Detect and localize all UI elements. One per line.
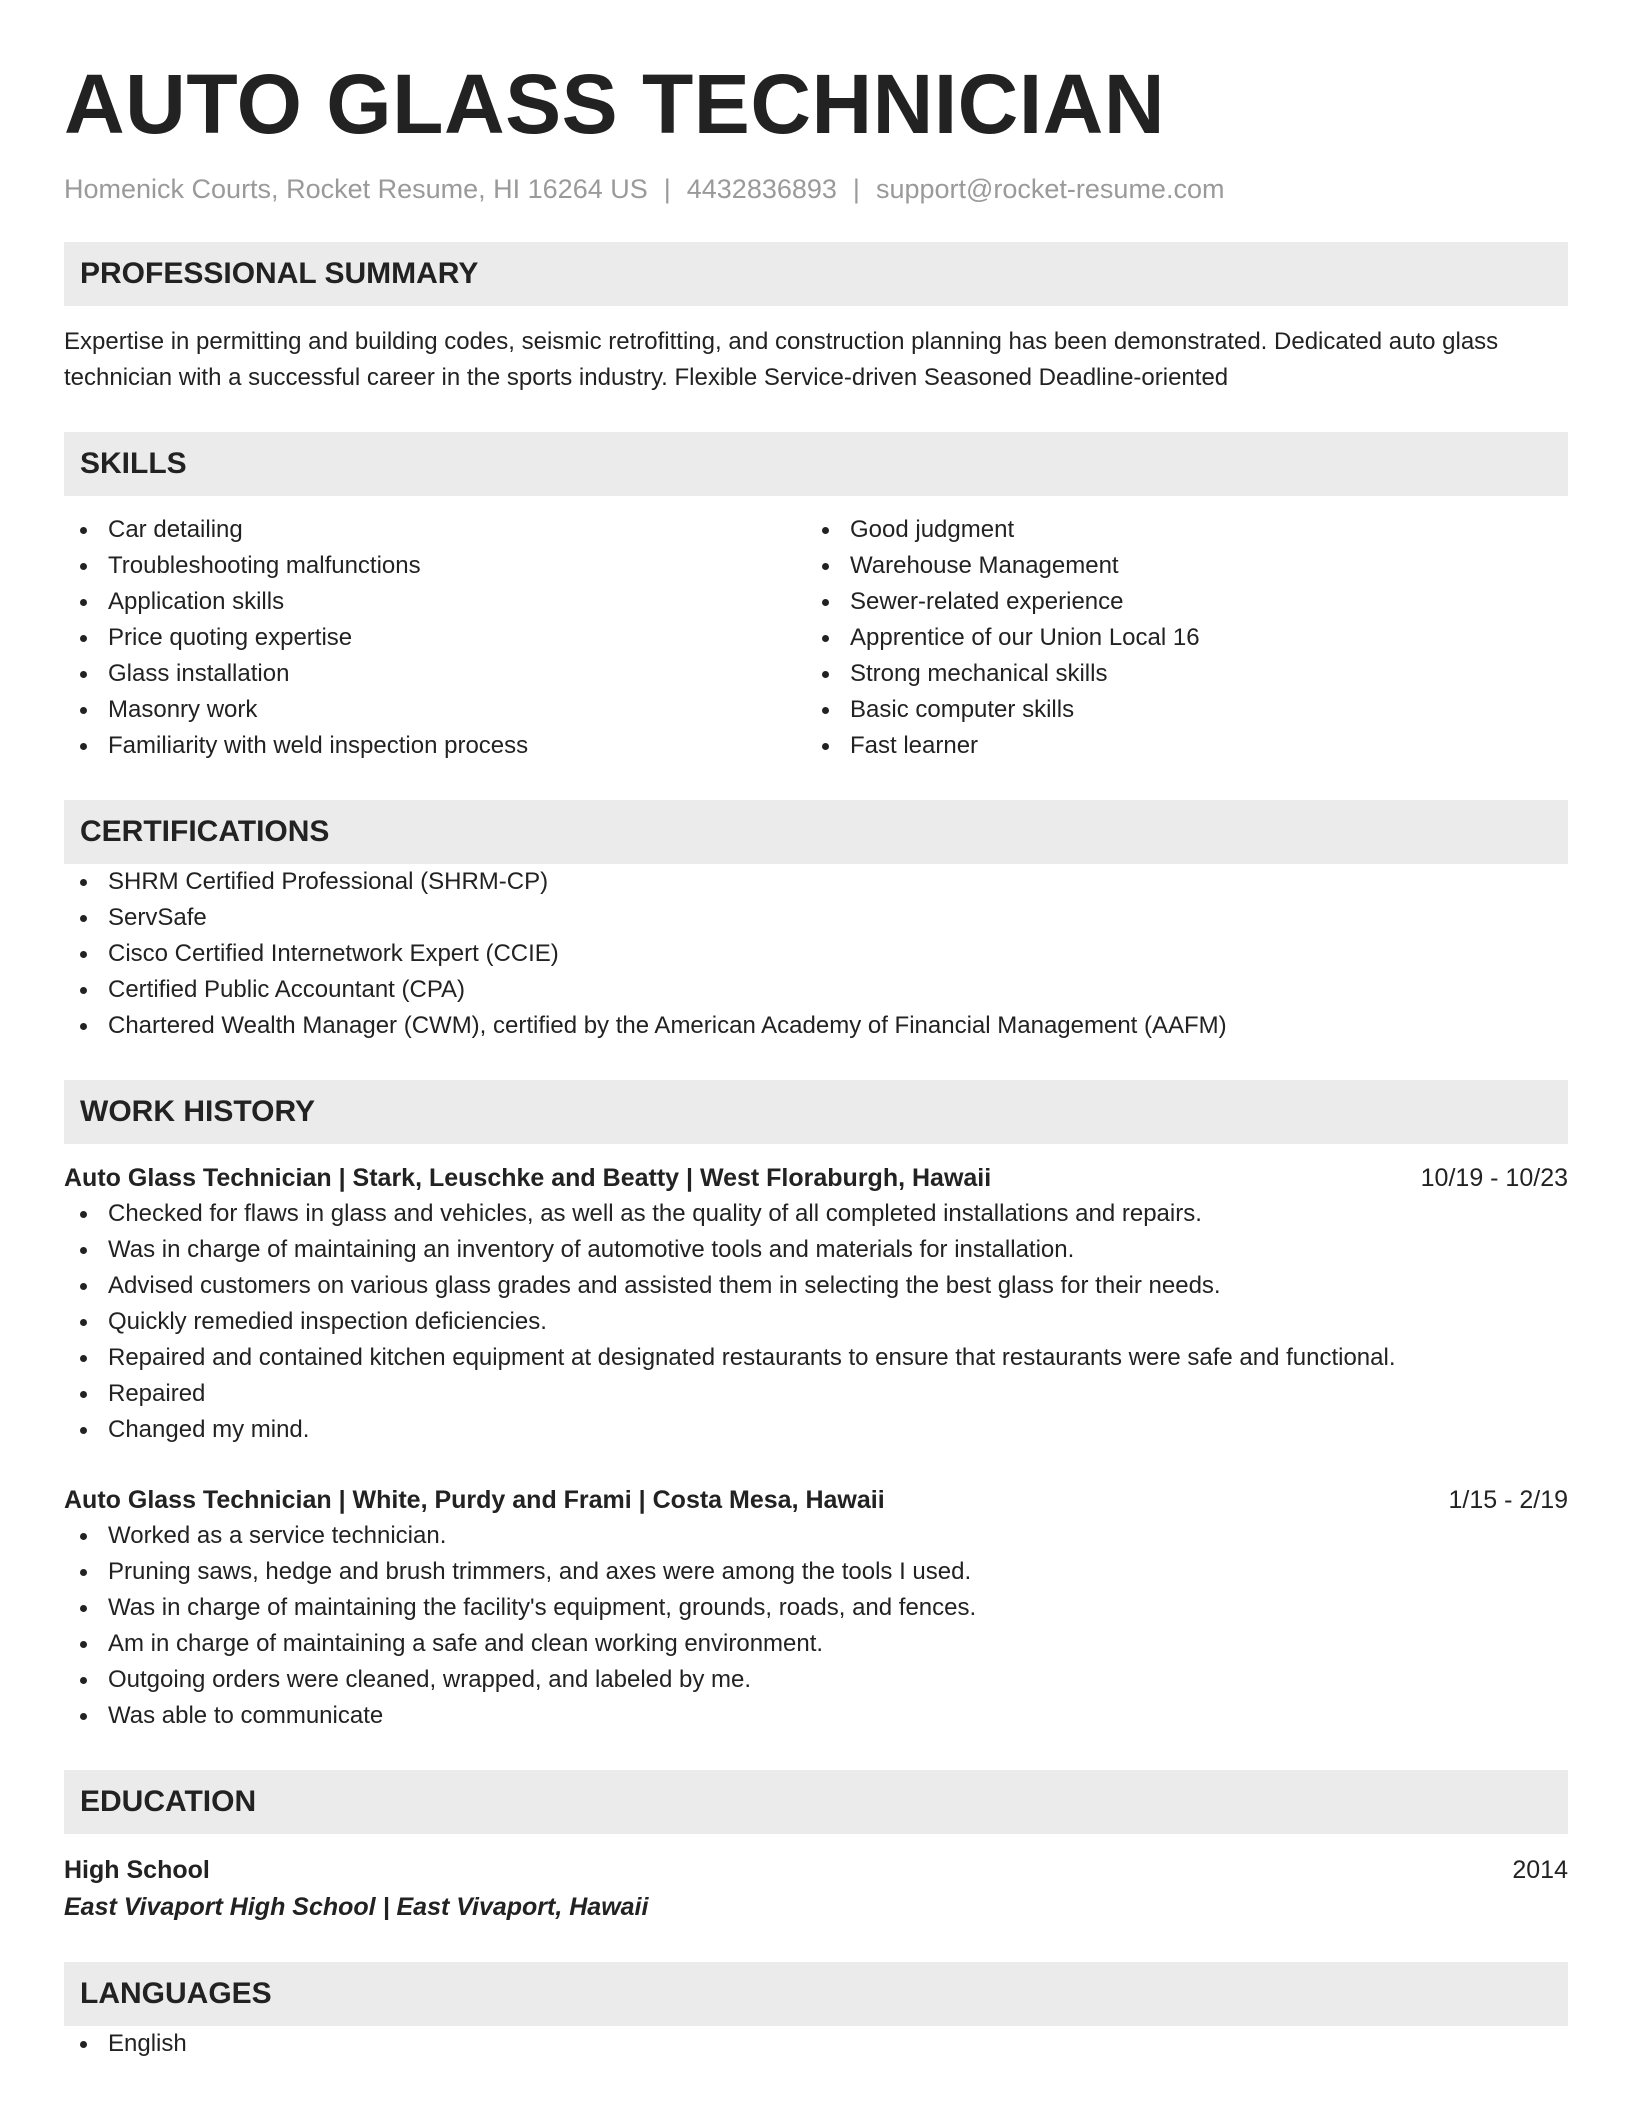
skills-list-right bbox=[806, 512, 1548, 764]
skill-item: Good judgment bbox=[806, 512, 1548, 548]
contact-line bbox=[64, 172, 1568, 206]
job-entry bbox=[64, 1482, 1568, 1734]
job-title: Auto Glass Technician | Stark, Leuschke and Beatty | West Floraburgh, Hawaii bbox=[64, 1164, 992, 1192]
certification-item: Chartered Wealth Manager (CWM), certified by the American Academy of Financial Management (AAFM) bbox=[64, 1008, 1568, 1044]
certification-item: Cisco Certified Internetwork Expert (CCIE) bbox=[64, 936, 1568, 972]
job-bullet: Checked for flaws in glass and vehicles, as well as the quality of all completed installations and repairs. bbox=[64, 1196, 1568, 1232]
skill-item: Price quoting expertise bbox=[64, 620, 806, 656]
job-bullet: Quickly remedied inspection deficiencies. bbox=[64, 1304, 1568, 1340]
skill-item: Strong mechanical skills bbox=[806, 656, 1548, 692]
job-dates: 1/15 - 2/19 bbox=[1448, 1486, 1568, 1514]
contact-address: Homenick Courts, Rocket Resume, HI 16264 US bbox=[64, 174, 648, 204]
contact-separator: | bbox=[663, 174, 671, 204]
job-bullet: Was in charge of maintaining an inventory of automotive tools and materials for installation. bbox=[64, 1232, 1568, 1268]
summary-text: Expertise in permitting and building codes, seismic retrofitting, and construction planning has been demonstrated. Dedicated auto glass technician with a successful career in the sports industry. Flexible Service-driven Seasoned Deadline-oriented bbox=[64, 328, 1499, 391]
certifications-list bbox=[64, 864, 1568, 1044]
job-dates: 10/19 - 10/23 bbox=[1420, 1164, 1568, 1192]
skill-item: Application skills bbox=[64, 584, 806, 620]
job-bullet: Repaired and contained kitchen equipment at designated restaurants to ensure that restaurants were safe and functional. bbox=[64, 1340, 1568, 1376]
skill-item: Familiarity with weld inspection process bbox=[64, 728, 806, 764]
resume-name: AUTO GLASS TECHNICIAN bbox=[64, 57, 1165, 151]
job-bullet: Am in charge of maintaining a safe and clean working environment. bbox=[64, 1626, 1568, 1662]
job-bullet: Was in charge of maintaining the facility's equipment, grounds, roads, and fences. bbox=[64, 1590, 1568, 1626]
skill-item: Car detailing bbox=[64, 512, 806, 548]
job-bullet: Outgoing orders were cleaned, wrapped, and labeled by me. bbox=[64, 1662, 1568, 1698]
skill-item: Sewer-related experience bbox=[806, 584, 1548, 620]
work-history-heading: WORK HISTORY bbox=[64, 1080, 1568, 1144]
skill-item: Warehouse Management bbox=[806, 548, 1548, 584]
job-header bbox=[64, 1160, 1568, 1196]
job-bullets bbox=[64, 1518, 1568, 1734]
skill-item: Troubleshooting malfunctions bbox=[64, 548, 806, 584]
skill-item: Masonry work bbox=[64, 692, 806, 728]
certification-item: Certified Public Accountant (CPA) bbox=[64, 972, 1568, 1008]
contact-separator: | bbox=[852, 174, 860, 204]
certifications-heading: CERTIFICATIONS bbox=[64, 800, 1568, 864]
job-bullet: Repaired bbox=[64, 1376, 1568, 1412]
education-heading: EDUCATION bbox=[64, 1770, 1568, 1834]
summary-heading: PROFESSIONAL SUMMARY bbox=[64, 242, 1568, 306]
contact-email: support@rocket-resume.com bbox=[875, 174, 1225, 204]
job-bullet: Advised customers on various glass grades and assisted them in selecting the best glass for their needs. bbox=[64, 1268, 1568, 1304]
job-entry bbox=[64, 1160, 1568, 1448]
job-bullet: Was able to communicate bbox=[64, 1698, 1568, 1734]
job-title: Auto Glass Technician | White, Purdy and Frami | Costa Mesa, Hawaii bbox=[64, 1486, 885, 1514]
job-bullets bbox=[64, 1196, 1568, 1448]
skill-item: Apprentice of our Union Local 16 bbox=[806, 620, 1548, 656]
skill-item: Basic computer skills bbox=[806, 692, 1548, 728]
education-school: East Vivaport High School | East Vivaport, Hawaii bbox=[64, 1893, 649, 1921]
languages-list bbox=[64, 2026, 1568, 2062]
education-header bbox=[64, 1852, 1568, 1888]
job-bullet: Pruning saws, hedge and brush trimmers, and axes were among the tools I used. bbox=[64, 1554, 1568, 1590]
skills-list-left bbox=[64, 512, 806, 764]
skills-heading: SKILLS bbox=[64, 432, 1568, 496]
education-degree: High School bbox=[64, 1856, 210, 1884]
languages-heading: LANGUAGES bbox=[64, 1962, 1568, 2026]
language-item: English bbox=[64, 2026, 1568, 2062]
certification-item: ServSafe bbox=[64, 900, 1568, 936]
job-bullet: Changed my mind. bbox=[64, 1412, 1568, 1448]
certification-item: SHRM Certified Professional (SHRM-CP) bbox=[64, 864, 1568, 900]
skills-grid bbox=[64, 512, 1568, 764]
contact-phone: 4432836893 bbox=[686, 174, 837, 204]
skill-item: Fast learner bbox=[806, 728, 1548, 764]
education-year: 2014 bbox=[1512, 1856, 1568, 1884]
skill-item: Glass installation bbox=[64, 656, 806, 692]
job-header bbox=[64, 1482, 1568, 1518]
job-bullet: Worked as a service technician. bbox=[64, 1518, 1568, 1554]
